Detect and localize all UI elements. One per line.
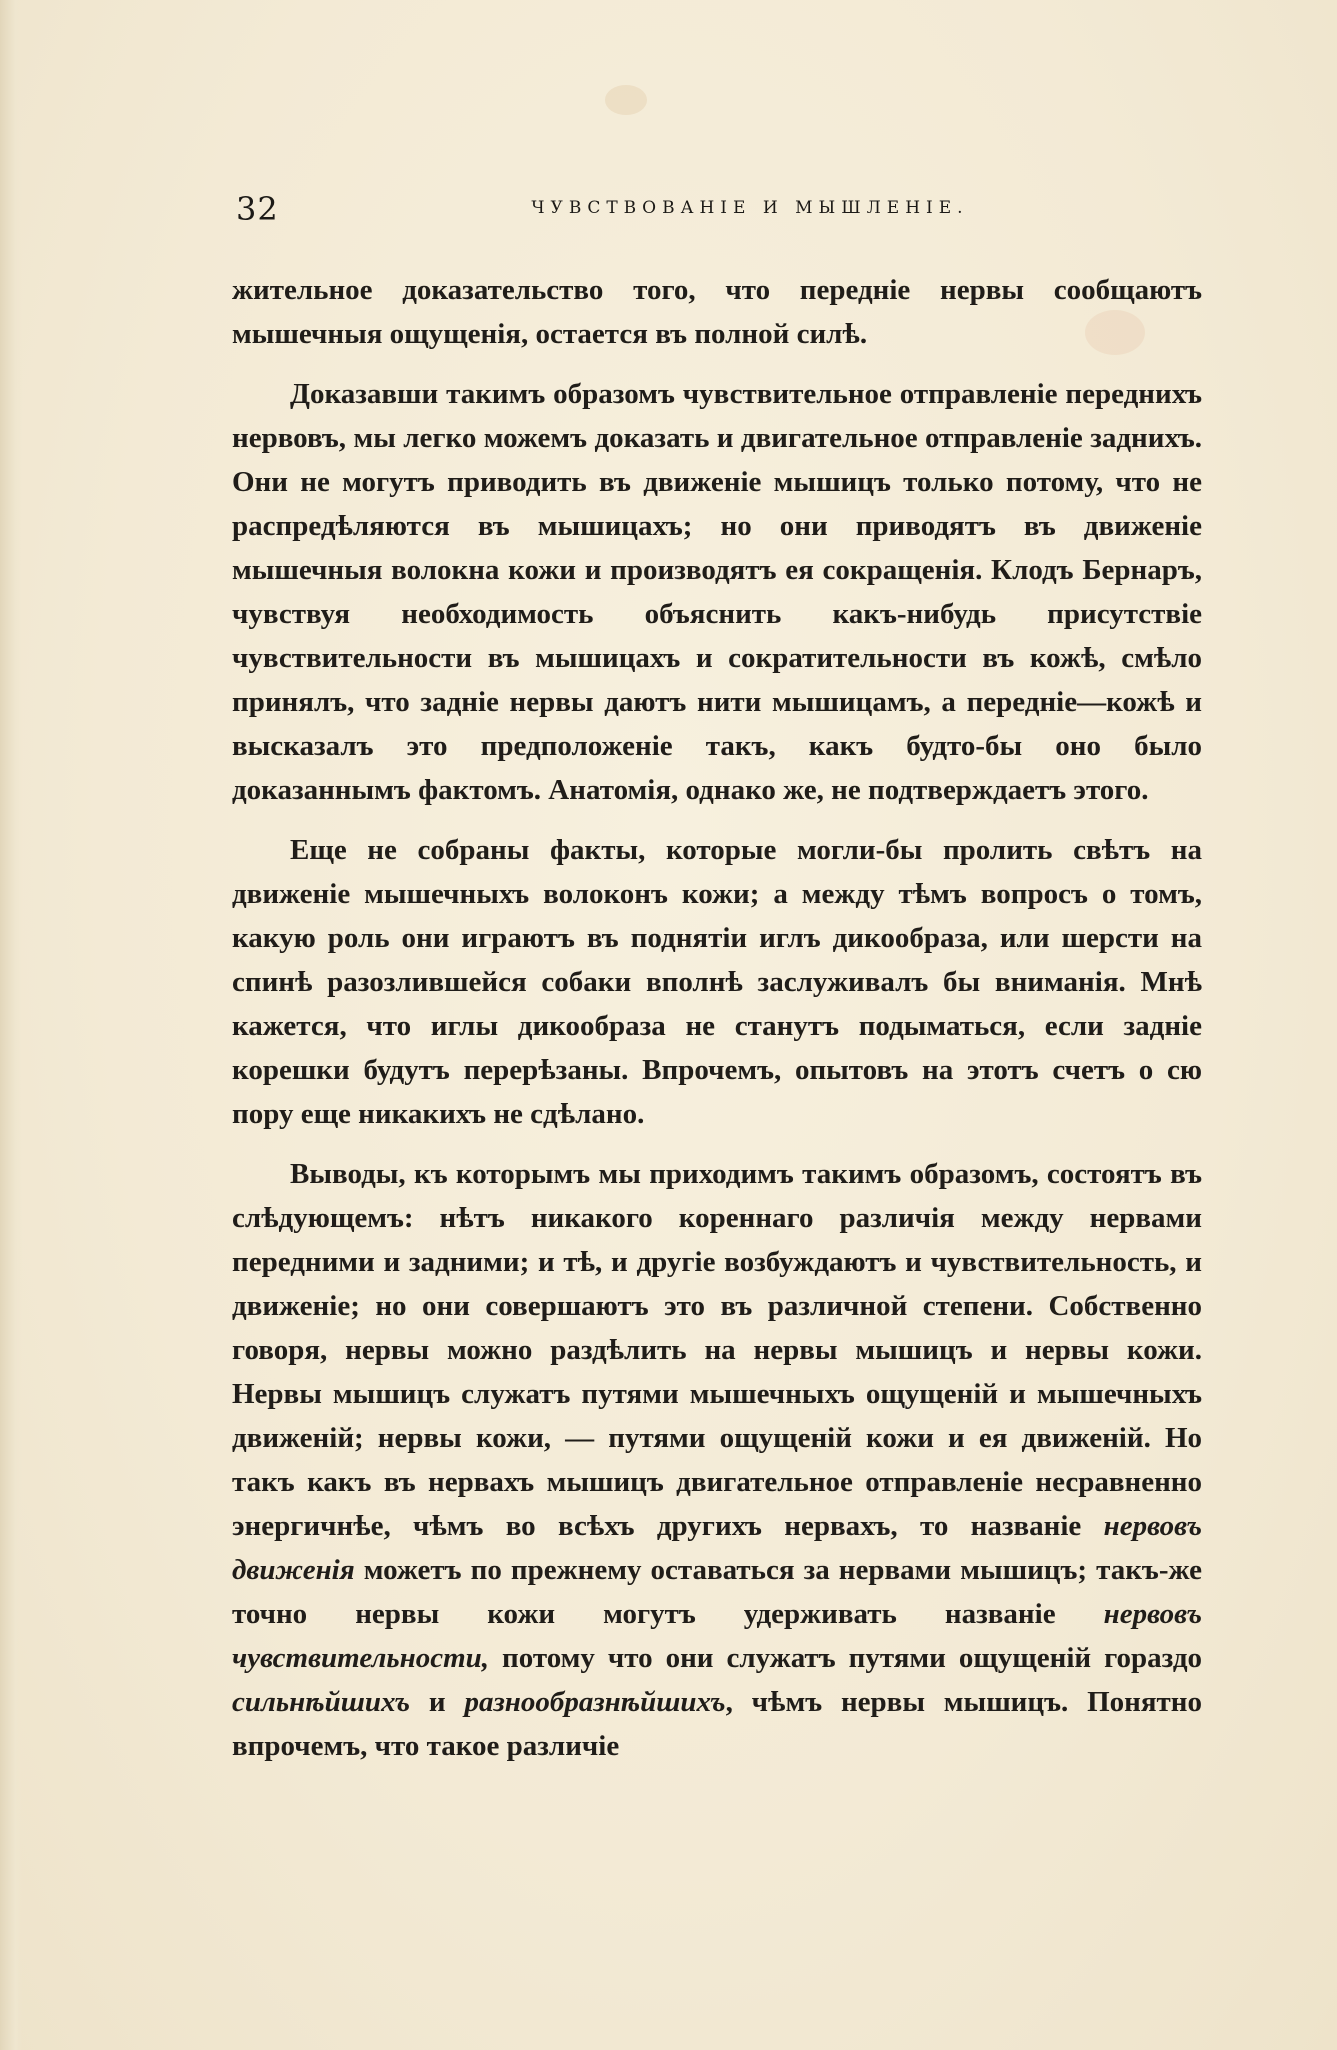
body-text bbox=[232, 268, 1202, 1768]
paragraph-4-text: , чѣмъ нервы мышицъ. Понятно впрочемъ, что такое различіе bbox=[232, 1686, 1203, 1762]
page-header bbox=[236, 190, 1204, 240]
emphasis-most-diverse: разнообразнѣйшихъ bbox=[464, 1686, 726, 1718]
foxing-stain bbox=[605, 85, 647, 115]
running-title: ЧУВСТВОВАНІЕ И МЫШЛЕНІЕ. bbox=[531, 198, 969, 218]
paragraph-1: жительное доказательство того, что передніе нервы сообщаютъ мышечныя ощущенія, остается въ полной силѣ. bbox=[232, 274, 1202, 350]
emphasis-strongest: сильнѣйшихъ bbox=[232, 1686, 411, 1718]
paragraph-4-text: потому что они служатъ путями ощущеній гораздо bbox=[489, 1642, 1202, 1674]
paragraph-4 bbox=[232, 1152, 1202, 1768]
emphasis-motor-nerves: нервовъ движенія bbox=[232, 1510, 1202, 1586]
page-spine-shadow bbox=[0, 0, 22, 2050]
paragraph-2: Доказавши такимъ образомъ чувствительное отправленіе переднихъ нервовъ, мы легко можемъ доказать и двигательное отправленіе заднихъ. Они не могутъ приводить въ движеніе мышицъ только потому, что не распредѣляются въ мышицахъ; но они приводятъ въ движеніе мышечныя волокна кожи и производятъ ея сокращенія. Клодъ Бернаръ, чувствуя необходимость объяснить какъ-нибудь присутствіе чувствительности въ мышицахъ и сократительности въ кожѣ, смѣло принялъ, что задніе нервы даютъ нити мышицамъ, а передніе—кожѣ и высказалъ это предположеніе такъ, какъ будто-бы оно было доказаннымъ фактомъ. Анатомія, однако же, не подтверждаетъ этого. bbox=[232, 378, 1202, 806]
paragraph-4-text: и bbox=[410, 1686, 465, 1718]
paragraph-4-text: можетъ по прежнему оставаться за нервами мышицъ; такъ-же точно нервы кожи могутъ удерживать названіе bbox=[232, 1554, 1202, 1630]
page-number: 32 bbox=[236, 190, 279, 228]
paragraph-3: Еще не собраны факты, которые могли-бы пролить свѣтъ на движеніе мышечныхъ волоконъ кожи; а между тѣмъ вопросъ о томъ, какую роль они играютъ въ поднятіи иглъ дикообраза, или шерсти на спинѣ разозлившейся собаки вполнѣ заслуживалъ бы вниманія. Мнѣ кажется, что иглы дикообраза не станутъ подыматься, если задніе корешки будутъ перерѣзаны. Впрочемъ, опытовъ на этотъ счетъ о сю пору еще никакихъ не сдѣлано. bbox=[232, 834, 1202, 1130]
paragraph-4-text: Выводы, къ которымъ мы приходимъ такимъ образомъ, состоятъ въ слѣдующемъ: нѣтъ никакого кореннаго различія между нервами передними и задними; и тѣ, и другіе возбуждаютъ и чувствительность, и движеніе; но они совершаютъ это въ различной степени. Собственно говоря, нервы можно раздѣлить на нервы мышицъ и нервы кожи. Нервы мышицъ служатъ путями мышечныхъ ощущеній и мышечныхъ движеній; нервы кожи, — путями ощущеній кожи и ея движеній. Но такъ какъ въ нервахъ мышицъ двигательное отправленіе несравненно энергичнѣе, чѣмъ во всѣхъ другихъ нервахъ, то названіе bbox=[232, 1158, 1202, 1542]
emphasis-sensory-nerves: нервовъ чувствительности, bbox=[232, 1598, 1202, 1674]
